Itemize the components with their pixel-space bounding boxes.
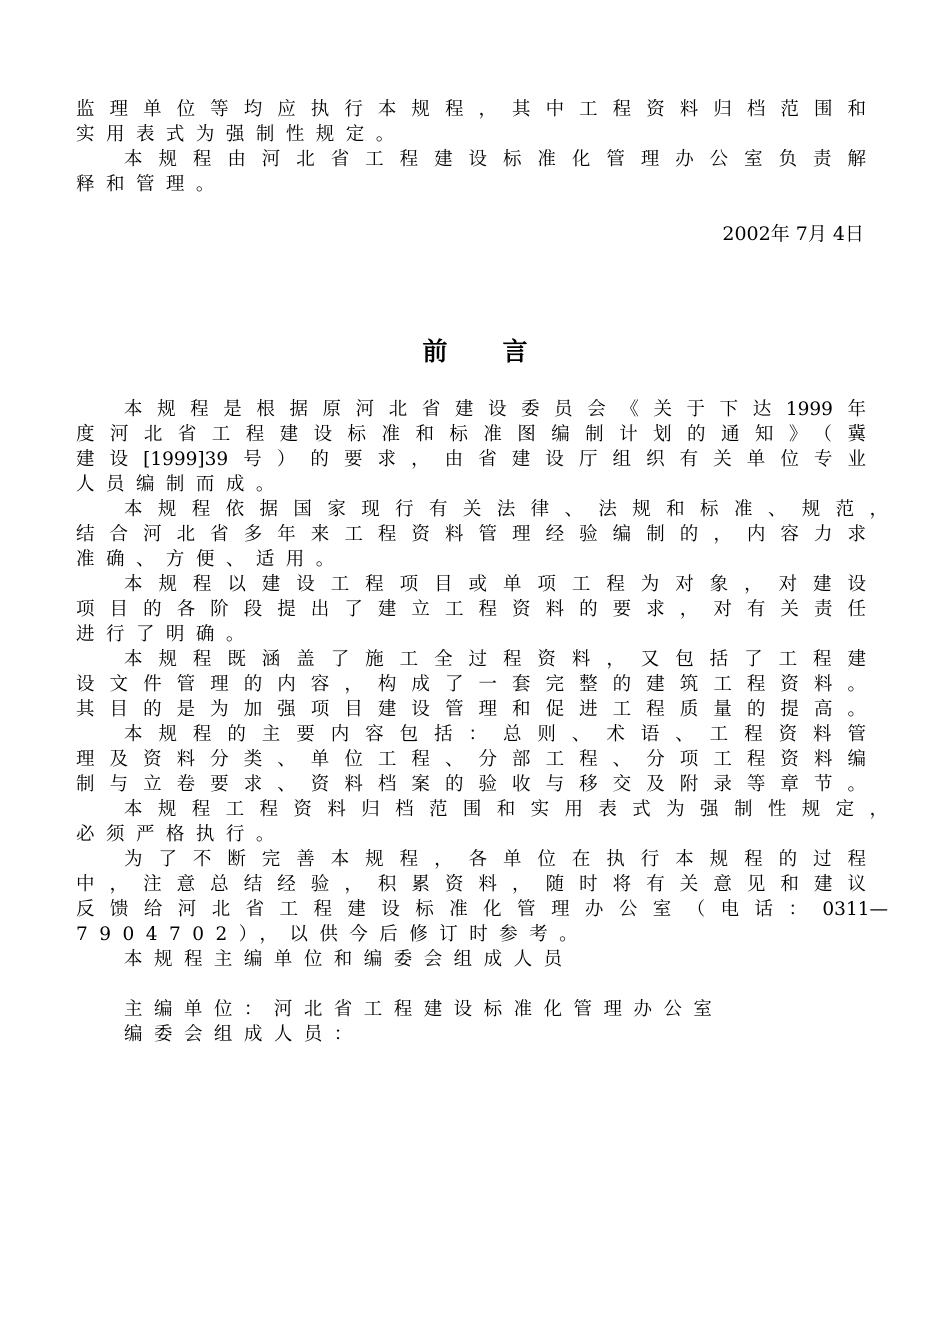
paragraph-line: 中，注意总结经验，积累资料，随时将有关意见和建议 (76, 874, 866, 895)
paragraph-line: 释和管理。 (76, 174, 226, 195)
paragraph-line: 本规程以建设工程项目或单项工程为对象，对建设 (124, 574, 866, 595)
paragraph-line: 本规程工程资料归档范围和实用表式为强制性规定， (124, 799, 888, 820)
paragraph-line: 本规程主编单位和编委会组成人员 (124, 949, 574, 970)
paragraph-line: 为了不断完善本规程，各单位在执行本规程的过程 (124, 849, 866, 870)
paragraph-line: 结合河北省多年来工程资料管理经验编制的，内容力求 (76, 524, 866, 545)
editorial-committee-label: 编委会组成人员： (124, 1024, 364, 1045)
paragraph-line: 准确、方便、适用。 (76, 549, 346, 570)
paragraph-line: 项目的各阶段提出了建立工程资料的要求，对有关责任 (76, 599, 866, 620)
paragraph-line: 度河北省工程建设标准和标准图编制计划的通知》（冀 (76, 424, 866, 445)
paragraph-line: 进行了明确。 (76, 624, 256, 645)
paragraph-line: 必须严格执行。 (76, 824, 286, 845)
paragraph-line: 理及资料分类、单位工程、分部工程、分项工程资料编 (76, 749, 866, 770)
paragraph-line: 本规程是根据原河北省建设委员会《关于下达1999年 (124, 399, 866, 420)
paragraph-line: 其目的是为加强项目建设管理和促进工程质量的提高。 (76, 699, 866, 720)
paragraph-line: 反馈给河北省工程建设标准化管理办公室（电话：0311— (76, 899, 888, 920)
paragraph-line: 本规程依据国家现行有关法律、法规和标准、规范， (124, 499, 888, 520)
section-heading: 前言 (422, 337, 583, 366)
document-date: 2002年 7月 4日 (722, 223, 864, 245)
paragraph-line: 监理单位等均应执行本规程，其中工程资料归档范围和 (76, 99, 866, 120)
paragraph-line: 人员编制而成。 (76, 474, 286, 495)
paragraph-line: 本规程既涵盖了施工全过程资料，又包括了工程建 (124, 649, 866, 670)
paragraph-line: 制与立卷要求、资料档案的验收与移交及附录等章节。 (76, 774, 866, 795)
chief-editor-unit: 主编单位：河北省工程建设标准化管理办公室 (124, 999, 724, 1020)
paragraph-line: 7904702），以供今后修订时参考。 (76, 924, 590, 945)
paragraph-line: 本规程的主要内容包括：总则、术语、工程资料管 (124, 724, 866, 745)
paragraph-line: 设文件管理的内容，构成了一套完整的建筑工程资料。 (76, 674, 866, 695)
paragraph-line: 建设[1999]39号）的要求，由省建设厅组织有关单位专业 (76, 449, 866, 470)
paragraph-line: 本规程由河北省工程建设标准化管理办公室负责解 (124, 149, 866, 170)
paragraph-line: 实用表式为强制性规定。 (76, 124, 406, 145)
